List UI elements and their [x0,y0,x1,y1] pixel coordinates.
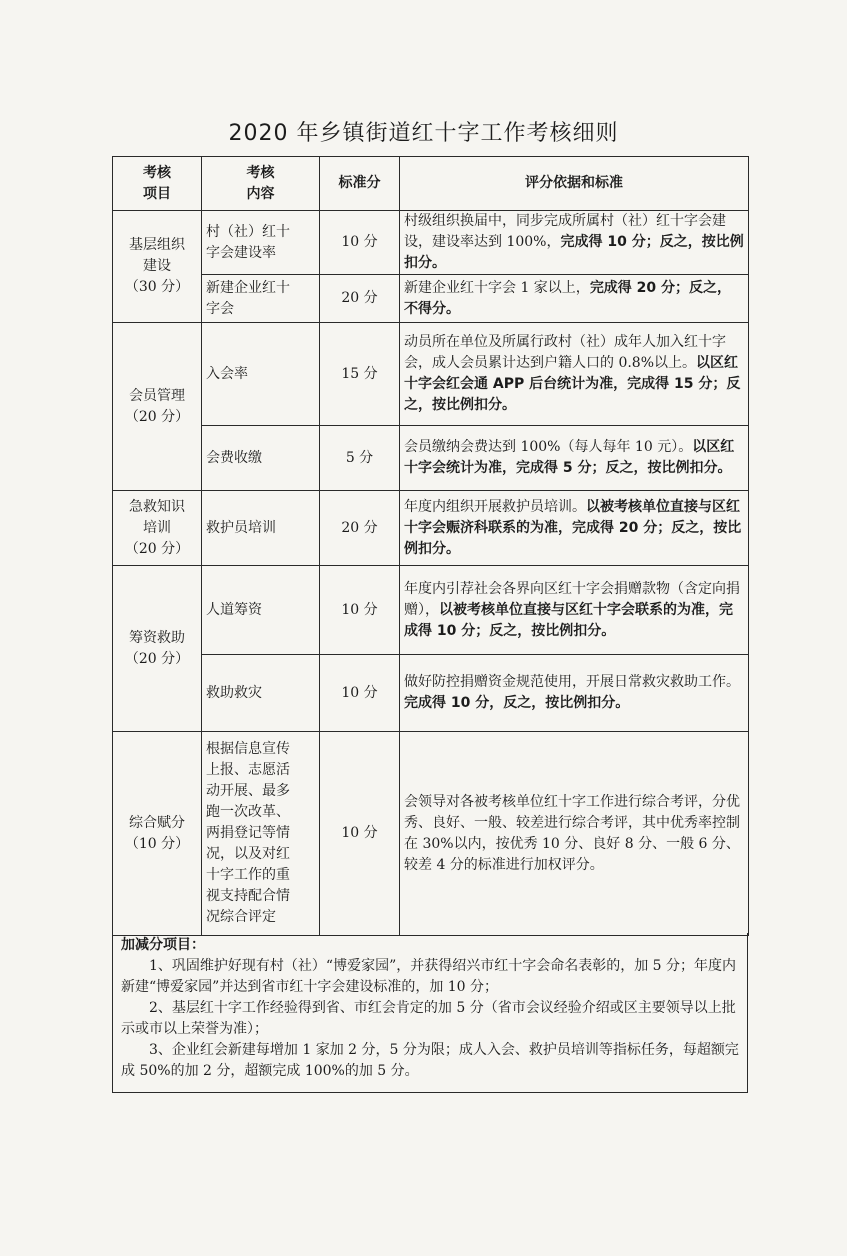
category-line: 综合赋分 [129,814,185,831]
criteria-text: 做好防控捐赠资金规范使用，开展日常救灾救助工作。 [404,674,740,690]
content-line: 视支持配合情 [206,888,290,904]
score-cell: 10 分 [320,732,400,936]
table-row [113,655,749,732]
category-line: 急救知识 [129,498,185,515]
bonus-title: 加减分项目： [121,937,205,953]
assessment-table [112,156,749,936]
criteria-bold-text: 完成得 10 分；反之，按比例扣分。 [404,234,744,271]
content-cell [202,732,320,936]
category-line: 培训 [143,519,171,536]
criteria-cell [400,275,749,323]
category-cell [113,732,202,936]
content-line: 动开展、最多 [206,783,290,799]
category-cell [113,566,202,732]
category-line: （20 分） [124,650,190,667]
criteria-bold-text: 完成得 10 分，反之，按比例扣分。 [404,695,630,711]
score-cell: 10 分 [320,211,400,275]
content-cell [202,655,320,732]
table-row [113,491,749,566]
category-line: （20 分） [124,408,190,425]
table-header-row [113,157,749,211]
page-title: 2020 年乡镇街道红十字工作考核细则 [228,121,619,146]
content-line: 根据信息宣传 [206,741,290,757]
table-row [113,323,749,426]
criteria-cell [400,566,749,655]
category-line: （20 分） [124,540,190,557]
criteria-text: 动员所在单位及所属行政村（社）成年人加入红十字会，成人会员累计达到户籍人口的 0.8%以上。 [404,334,726,371]
content-line: 救助救灾 [206,684,262,701]
criteria-text: 会员缴纳会费达到 100%（每人每年 10 元）。 [404,439,693,455]
criteria-cell [400,211,749,275]
header-category [113,157,202,211]
content-line: 救护员培训 [206,519,276,536]
bonus-section [112,933,748,1093]
category-cell [113,323,202,491]
header-criteria: 评分依据和标准 [400,157,749,211]
content-line: 况，以及对红 [206,846,290,862]
content-line: 人道筹资 [206,601,262,618]
criteria-text: 新建企业红十字会 1 家以上， [404,279,590,296]
header-content-line: 内容 [246,185,275,202]
score-cell: 15 分 [320,323,400,426]
content-line: 十字工作的重 [206,867,290,883]
criteria-cell [400,655,749,732]
criteria-text: 年度内组织开展救护员培训。 [404,498,586,515]
score-cell: 20 分 [320,491,400,566]
category-line: 会员管理 [129,387,185,404]
category-line: （30 分） [124,279,190,295]
content-cell [202,566,320,655]
content-line: 上报、志愿活 [206,762,290,778]
category-line: 建设 [143,258,171,274]
category-line: 基层组织 [129,237,185,253]
criteria-cell [400,732,749,936]
content-cell [202,426,320,491]
content-cell [202,323,320,426]
category-line: （10 分） [124,835,190,852]
category-cell [113,211,202,323]
content-line: 况综合评定 [206,909,276,925]
table-row [113,211,749,275]
header-content-line: 考核 [246,164,275,181]
bonus-item: 2、基层红十字工作经验得到省、市红会肯定的加 5 分（省市会议经验介绍或区主要领导以上批示或市以上荣誉为准）； [121,1000,736,1037]
criteria-text: 村级组织换届中，同步完成所属村（社）红十字会建设，建设率达到 100%， [404,213,726,250]
content-cell [202,211,320,275]
category-line: 筹资救助 [129,629,185,646]
category-cell [113,491,202,566]
criteria-text: 年度内引荐社会各界向区红十字会捐赠款物（含定向捐赠）， [404,580,740,618]
criteria-bold-text: 以被考核单位直接与区红十字会联系的为准，完成得 10 分；反之，按比例扣分。 [404,601,733,639]
score-cell: 10 分 [320,566,400,655]
score-cell: 20 分 [320,275,400,323]
content-cell [202,491,320,566]
content-line: 入会率 [206,365,248,382]
header-score: 标准分 [320,157,400,211]
table-row [113,426,749,491]
criteria-cell [400,323,749,426]
criteria-bold-text: 以区红十字会红会通 APP 后台统计为准，完成得 15 分；反之，按比例扣分。 [404,355,741,413]
content-line: 跑一次改革、 [206,804,290,820]
content-line: 村（社）红十 [206,223,290,240]
content-cell [202,275,320,323]
criteria-cell [400,491,749,566]
header-category-line: 考核 [143,164,171,181]
score-cell: 5 分 [320,426,400,491]
content-line: 会费收缴 [206,449,262,466]
score-cell: 10 分 [320,655,400,732]
criteria-text: 会领导对各被考核单位红十字工作进行综合考评，分优秀、良好、一般、较差进行综合考评，其中优秀率控制在 30%以内，按优秀 10 分、良好 8 分、一般 6 分、较差 4 分的标准进行加权评分。 [404,793,740,873]
header-content [202,157,320,211]
criteria-bold-text: 以区红十字会统计为准，完成得 5 分；反之，按比例扣分。 [404,439,735,476]
criteria-bold-text: 以被考核单位直接与区红十字会赈济科联系的为准，完成得 20 分；反之，按比例扣分。 [404,498,742,557]
content-line: 字会建设率 [206,244,276,261]
content-line: 两捐登记等情 [206,825,290,841]
table-row [113,732,749,936]
criteria-bold-text: 完成得 20 分；反之，不得分。 [404,279,732,317]
table-row [113,275,749,323]
bonus-item: 1、巩固维护好现有村（社）“博爱家园”，并获得绍兴市红十字会命名表彰的，加 5 分；年度内新建“博爱家园”并达到省市红十字会建设标准的，加 10 分； [121,958,737,995]
content-line: 字会 [206,300,234,317]
content-line: 新建企业红十 [206,279,290,296]
criteria-cell [400,426,749,491]
table-row [113,566,749,655]
header-category-line: 项目 [143,185,171,202]
bonus-item: 3、企业红会新建每增加 1 家加 2 分，5 分为限；成人入会、救护员培训等指标任务，每超额完成 50%的加 2 分，超额完成 100%的加 5 分。 [121,1042,739,1079]
